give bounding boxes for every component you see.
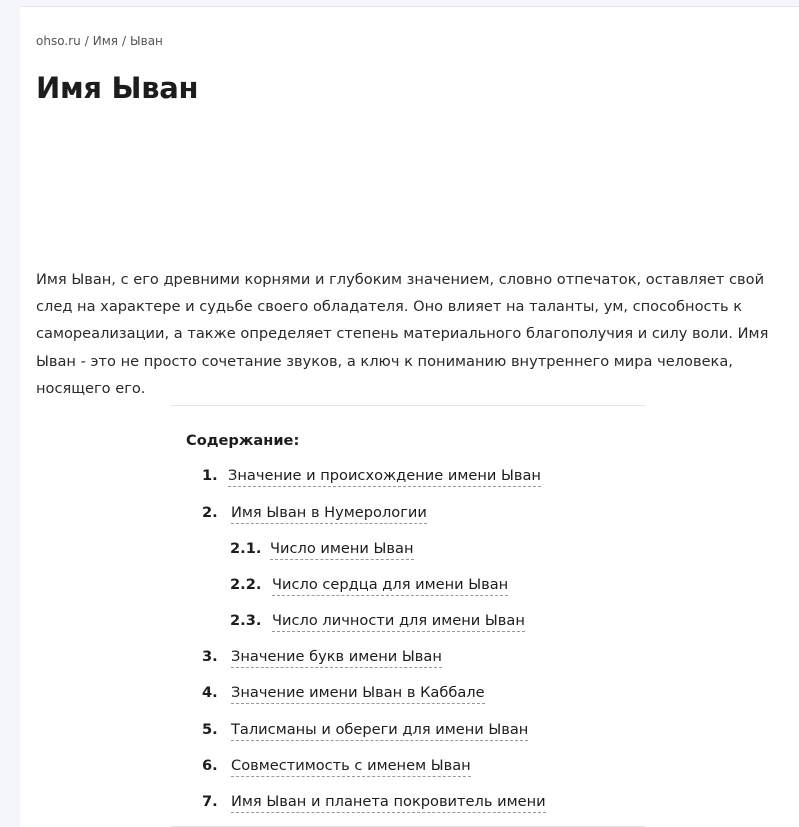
toc-link-planet[interactable]: Имя Ыван и планета покровитель имени [231, 793, 546, 813]
content-card [20, 6, 799, 827]
toc-item [230, 576, 508, 596]
breadcrumb-separator: / [84, 34, 89, 48]
intro-paragraph: Имя Ыван, с его древними корнями и глубоким значением, словно отпечаток, оставляет свой след на характере и судьбе своего обладателя. Оно влияет на таланты, ум, способность к самореализации, а также определяет степень материального благополучия и силу воли. Имя Ыван - это не просто сочетание звуков, а ключ к пониманию внутреннего мира человека, носящего его. [36, 271, 769, 397]
toc-link-talismans[interactable]: Талисманы и обереги для имени Ыван [231, 721, 528, 741]
toc-link-letters[interactable]: Значение букв имени Ыван [231, 648, 442, 668]
toc-item-number: 4. [202, 684, 218, 701]
toc-link-name-number[interactable]: Число имени Ыван [270, 540, 414, 560]
toc-link-heart-number[interactable]: Число сердца для имени Ыван [272, 576, 508, 596]
page-title: Имя Ыван [36, 71, 199, 105]
toc-link-compatibility[interactable]: Совместимость с именем Ыван [231, 757, 471, 777]
toc-item-number: 2.2. [230, 576, 262, 593]
toc-item-number: 7. [202, 793, 218, 810]
toc-item-number: 2.1. [230, 540, 262, 557]
toc-item [202, 504, 427, 524]
breadcrumb-current: Ыван [130, 34, 163, 48]
toc-item [202, 684, 485, 704]
toc-link-personality-number[interactable]: Число личности для имени Ыван [272, 612, 525, 632]
toc-item [202, 793, 546, 813]
toc-title: Содержание: [186, 432, 300, 449]
toc-item [202, 467, 541, 487]
breadcrumb-separator: / [121, 34, 127, 48]
toc-item-number: 6. [202, 757, 218, 774]
ad-placeholder [36, 127, 776, 257]
toc-item [230, 612, 525, 632]
breadcrumb-section-link[interactable]: Имя [92, 34, 118, 48]
toc-item [202, 648, 442, 668]
toc-link-origin[interactable]: Значение и происхождение имени Ыван [228, 467, 541, 487]
breadcrumb [36, 34, 163, 48]
toc-item-number: 3. [202, 648, 218, 665]
table-of-contents [171, 405, 645, 827]
toc-item-number: 2. [202, 504, 218, 521]
toc-link-numerology[interactable]: Имя Ыван в Нумерологии [231, 504, 427, 524]
toc-item-number: 5. [202, 721, 218, 738]
toc-item-number: 1. [202, 467, 218, 484]
toc-item [202, 721, 528, 741]
toc-item [230, 540, 414, 560]
toc-link-kabbalah[interactable]: Значение имени Ыван в Каббале [231, 684, 485, 704]
toc-item [202, 757, 471, 777]
breadcrumb-home-link[interactable]: ohso.ru [36, 34, 81, 48]
toc-item-number: 2.3. [230, 612, 262, 629]
